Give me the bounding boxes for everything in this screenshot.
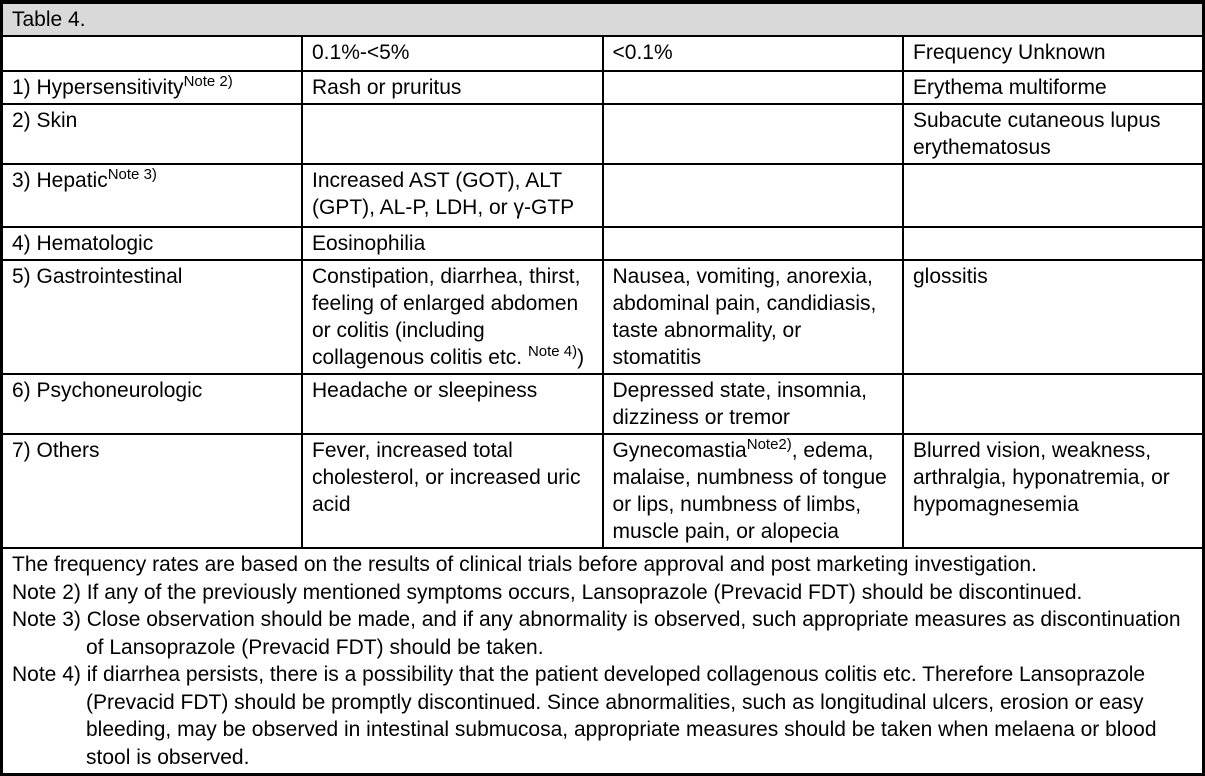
column-header-0.1-to-5pct: 0.1%-<5% (302, 36, 603, 71)
cell-text: 2) Skin (12, 109, 78, 132)
cell-text: Blurred vision, weakness, arthralgia, hyponatremia, or hypomagnesemia (913, 439, 1170, 516)
cell (302, 104, 603, 164)
cell (302, 374, 603, 434)
column-header-frequency-unknown: Frequency Unknown (903, 36, 1204, 71)
category-cell (2, 434, 303, 548)
cell-text: Headache or sleepiness (312, 379, 538, 402)
cell (603, 104, 904, 164)
cell (302, 227, 603, 260)
table-row-hepatic (2, 164, 1204, 227)
cell (603, 227, 904, 260)
cell (903, 71, 1204, 104)
note-reference-superscript: Note 4) (527, 343, 578, 360)
cell-text: Constipation, diarrhea, thirst, feeling of enlarged abdomen or colitis (including collagenous colitis etc. (312, 265, 581, 369)
cell (903, 164, 1204, 227)
footnote-frequency-basis: The frequency rates are based on the results of clinical trials before approval and post marketing investigation. (12, 553, 1037, 576)
table-title: Table 4. (2, 2, 1204, 36)
cell (903, 260, 1204, 374)
table-footnotes-row (2, 548, 1204, 775)
cell-text: Depressed state, insomnia, dizziness or tremor (612, 379, 867, 429)
column-header-under-0.1pct: <0.1% (603, 36, 904, 71)
cell-text: Fever, increased total cholesterol, or increased uric acid (312, 439, 581, 516)
cell (603, 71, 904, 104)
table-row-others (2, 434, 1204, 548)
cell-text: Nausea, vomiting, anorexia, abdominal pain, candidiasis, taste abnormality, or stomatitis (612, 265, 877, 369)
cell-text: Eosinophilia (312, 232, 426, 255)
cell-text: Subacute cutaneous lupus erythematosus (913, 109, 1161, 159)
cell (603, 164, 904, 227)
category-cell (2, 71, 303, 104)
footnotes-cell (2, 548, 1204, 775)
cell (603, 374, 904, 434)
cell-text: ) (577, 346, 585, 369)
cell (302, 164, 603, 227)
cell (903, 104, 1204, 164)
cell (302, 260, 603, 374)
footnote-note-4: Note 4) if diarrhea persists, there is a possibility that the patient developed collagenous colitis etc. Therefore Lansoprazole (Prevacid FDT) should be promptly discontinued. Since abnormalities, such as longitudinal ulcers, erosion or easy bleeding, may be observed in intestinal submucosa, appropriate measures should be taken when melaena or blood stool is observed. (12, 663, 1157, 769)
cell-text: Increased AST (GOT), ALT (GPT), AL-P, LDH, or γ-GTP (312, 169, 575, 219)
cell-text: Gynecomastia (612, 439, 747, 462)
cell (302, 434, 603, 548)
cell (302, 71, 603, 104)
table-row-hematologic (2, 227, 1204, 260)
note-reference-superscript: Note 2) (183, 73, 233, 90)
category-cell (2, 227, 303, 260)
cell-text: 6) Psychoneurologic (12, 379, 203, 402)
table-row-skin (2, 104, 1204, 164)
category-cell (2, 374, 303, 434)
cell-text: 4) Hematologic (12, 232, 154, 255)
cell (903, 434, 1204, 548)
note-reference-superscript: Note2) (746, 436, 792, 453)
table-row-hypersensitivity (2, 71, 1204, 104)
cell-text: 3) Hepatic (12, 169, 108, 192)
note-reference-superscript: Note 3) (107, 166, 157, 183)
table-row-gastrointestinal (2, 260, 1204, 374)
table-row-psychoneurologic (2, 374, 1204, 434)
table-title-row (2, 2, 1204, 36)
column-header-category (2, 36, 303, 71)
cell-text: Rash or pruritus (312, 76, 462, 99)
cell-text: 5) Gastrointestinal (12, 265, 183, 288)
category-cell (2, 260, 303, 374)
cell (903, 227, 1204, 260)
cell (603, 260, 904, 374)
cell (603, 434, 904, 548)
category-cell (2, 164, 303, 227)
category-cell (2, 104, 303, 164)
cell-text: Erythema multiforme (913, 76, 1107, 99)
footnote-note-2: Note 2) If any of the previously mentioned symptoms occurs, Lansoprazole (Prevacid FDT) should be discontinued. (12, 580, 1083, 604)
column-header-row (2, 36, 1204, 71)
cell-text: 1) Hypersensitivity (12, 76, 184, 99)
cell-text: , edema, malaise, numbness of tongue or lips, numbness of limbs, muscle pain, or alopecia (612, 439, 887, 543)
cell-text: 7) Others (12, 439, 100, 462)
cell-text: glossitis (913, 265, 988, 288)
footnote-note-3: Note 3) Close observation should be made, and if any abnormality is observed, such appropriate measures as discontinuation of Lansoprazole (Prevacid FDT) should be taken. (12, 608, 1181, 659)
cell (903, 374, 1204, 434)
